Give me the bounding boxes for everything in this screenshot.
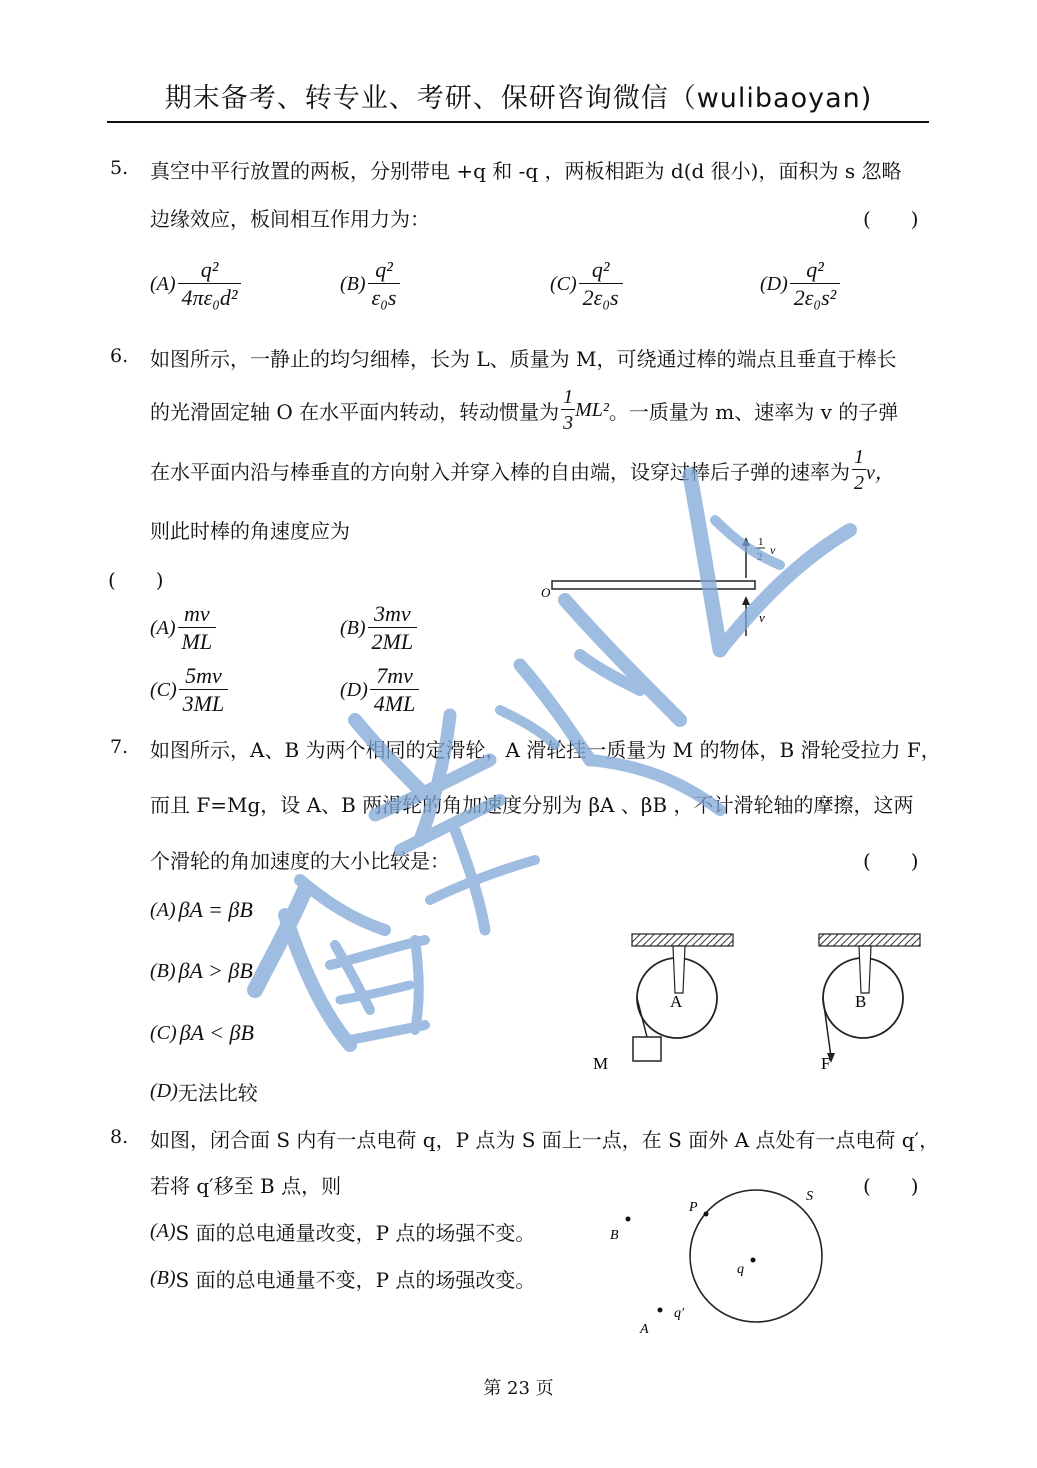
option-c[interactable] (550, 258, 623, 310)
force-label: F (821, 1054, 831, 1073)
charge-q-prime (658, 1308, 663, 1313)
option-label: (A) (150, 616, 176, 639)
option-text: βA = βB (178, 897, 253, 922)
half-denominator: 2 (757, 551, 763, 563)
question-text-line: 真空中平行放置的两板，分别带电 +q 和 -q ，两板相距为 d(d 很小)，面积为 s 忽略 (150, 159, 902, 183)
point-b (626, 1217, 631, 1222)
support-b (859, 946, 871, 993)
fraction-numerator: q² (200, 257, 219, 282)
arrow-head-icon (742, 537, 750, 546)
option-text: βA < βB (179, 1020, 254, 1045)
rod (552, 581, 755, 589)
option-label: (D) (760, 272, 788, 295)
option-d[interactable] (760, 258, 840, 310)
arrow-head-icon (742, 596, 750, 605)
fraction-denominator: ML (178, 627, 217, 654)
fraction-denominator: 4ML (370, 689, 420, 716)
pulley-a-label: A (670, 992, 683, 1011)
text-segment: 在水平面内沿与棒垂直的方向射入并穿入棒的自由端，设穿过棒后子弹的速率为 (150, 459, 850, 484)
question-number: 7. (110, 736, 129, 758)
question-text-line: 则此时棒的角速度应为 (150, 519, 350, 543)
option-text: βA > βB (178, 958, 253, 983)
fraction-numerator: q² (591, 257, 610, 282)
text-segment: 。一质量为 m、速率为 v 的子弹 (608, 399, 899, 424)
rod-bullet-figure (535, 528, 795, 643)
fraction-denominator: 2ε₀s (579, 283, 623, 310)
text-segment: 的光滑固定轴 O 在水平面内转动，转动惯量为 (150, 399, 560, 424)
answer-blank: ( ) (863, 1174, 919, 1198)
fraction-numerator: 1 (563, 386, 574, 408)
gauss-surface-figure (600, 1180, 840, 1340)
option-label: (A) (150, 272, 176, 295)
option-d[interactable] (340, 664, 419, 716)
option-c[interactable] (150, 1020, 254, 1046)
question-text-line: 如图所示，A、B 为两个相同的定滑轮，A 滑轮挂一质量为 M 的物体，B 滑轮受拉力 F， (150, 738, 941, 762)
question-text-line: 若将 q′移至 B 点，则 (150, 1174, 342, 1198)
fraction-denominator: 4πε₀d² (178, 283, 242, 310)
fraction-denominator: ε₀s (368, 283, 401, 310)
question-number: 8. (110, 1126, 129, 1148)
mass-label: M (593, 1054, 609, 1073)
fraction-numerator: 1 (854, 446, 864, 468)
fraction-numerator: q² (806, 257, 824, 282)
point-p-label: P (689, 1200, 698, 1215)
fraction-numerator: q² (375, 257, 393, 282)
surface-label: S (806, 1189, 813, 1204)
answer-blank: ( ) (863, 849, 919, 873)
option-label: (C) (550, 272, 577, 295)
option-label: (B) (340, 272, 366, 295)
option-label: (A) (150, 898, 176, 921)
question-number: 5. (110, 157, 129, 179)
fraction-denominator: 3ML (179, 689, 229, 716)
charge-q-prime-label: q′ (674, 1306, 685, 1321)
option-label: (D) (340, 678, 368, 701)
charge-q (751, 1258, 756, 1263)
option-b[interactable] (340, 258, 400, 310)
fraction-numerator: 5mv (185, 663, 222, 688)
closed-surface (690, 1190, 822, 1322)
answer-blank: ( ) (108, 568, 164, 592)
velocity-label: v (759, 610, 765, 625)
option-label: (D) (150, 1080, 178, 1102)
option-label: (B) (150, 959, 176, 982)
point-p (704, 1212, 709, 1217)
support-a (673, 946, 685, 993)
option-text: S 面的总电通量改变，P 点的场强不变。 (175, 1221, 536, 1245)
option-a[interactable] (150, 1217, 535, 1246)
header-divider (107, 121, 929, 123)
charge-q-label: q (737, 1262, 744, 1277)
option-b[interactable] (340, 602, 417, 654)
pulleys-figure (585, 925, 930, 1075)
pivot-label: O (541, 585, 551, 600)
fraction-denominator: 2ML (368, 627, 418, 654)
answer-blank: ( ) (863, 207, 919, 231)
ceiling-a (632, 934, 733, 946)
fraction-denominator: 3 (561, 409, 575, 434)
rope-b (823, 998, 831, 1057)
option-label: (C) (150, 1021, 177, 1044)
option-a[interactable] (150, 258, 241, 310)
half-numerator: 1 (758, 536, 764, 548)
fraction-numerator: 7mv (376, 663, 413, 688)
text-segment: v， (866, 461, 895, 484)
question-text-line: 边缘效应，板间相互作用力为： (150, 207, 430, 231)
question-text-line (150, 386, 898, 434)
mass-block (633, 1037, 661, 1061)
question-text-line: 而且 F=Mg，设 A、B 两滑轮的角加速度分别为 βA 、βB ，不计滑轮轴的摩擦，这两 (150, 793, 914, 817)
option-b[interactable] (150, 958, 253, 984)
option-label: (B) (340, 616, 366, 639)
option-text: 无法比较 (177, 1081, 258, 1105)
fraction-numerator: 3mv (374, 601, 411, 626)
fraction-denominator: 2ε₀s² (790, 283, 840, 310)
question-text-line (150, 446, 895, 494)
pulley-b-label: B (855, 992, 867, 1011)
fraction-numerator: mv (184, 601, 210, 626)
point-a-label: A (640, 1322, 649, 1337)
option-d[interactable] (150, 1077, 258, 1106)
ceiling-b (819, 934, 920, 946)
page-header-title: 期末备考、转专业、考研、保研咨询微信（wulibaoyan) (164, 83, 873, 114)
option-label: (A) (150, 1220, 176, 1242)
point-b-label: B (610, 1228, 619, 1243)
question-number: 6. (110, 345, 129, 367)
option-c[interactable] (150, 664, 228, 716)
page-number: 第 23 页 (483, 1378, 554, 1399)
option-text: S 面的总电通量不变，P 点的场强改变。 (175, 1268, 536, 1292)
option-b[interactable] (150, 1264, 535, 1293)
inertia-expression: ML² (575, 398, 609, 421)
question-text-line: 个滑轮的角加速度的大小比较是： (150, 849, 450, 873)
question-text-line: 如图所示，一静止的均匀细棒，长为 L、质量为 M，可绕通过棒的端点且垂直于棒长 (150, 347, 897, 371)
option-a[interactable] (150, 897, 253, 923)
half-velocity-label: v (770, 543, 776, 557)
rope-a (637, 998, 647, 1037)
option-label: (C) (150, 678, 177, 701)
option-label: (B) (150, 1267, 176, 1289)
option-a[interactable] (150, 602, 216, 654)
fraction-denominator: 2 (852, 469, 866, 494)
question-text-line: 如图，闭合面 S 内有一点电荷 q，P 点为 S 面上一点，在 S 面外 A 点处有一点电荷 q′， (150, 1128, 940, 1152)
